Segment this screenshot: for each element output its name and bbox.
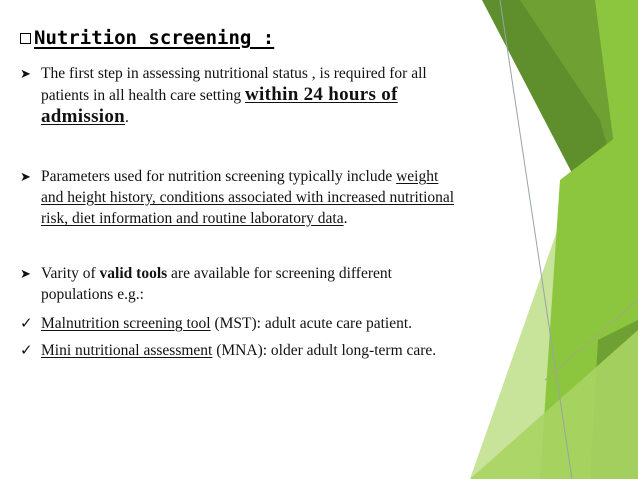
check-item-mna: ✓ Mini nutritional assessment (MNA): older adult long-term care. (20, 340, 436, 362)
paragraph-parameters: ➤ Parameters used for nutrition screening typically include weight and height history, conditions associated with increased nutritional risk, diet information and routine laboratory data. (20, 168, 455, 227)
paragraph-valid-tools: ➤ Varity of valid tools are available for screening different populations e.g.: (20, 265, 392, 303)
square-bullet-icon (20, 33, 31, 44)
arrow-bullet-icon: ➤ (20, 169, 31, 184)
arrow-bullet-icon: ➤ (20, 266, 31, 281)
checkmark-icon: ✓ (20, 343, 33, 359)
slide-title: Nutrition screening : (20, 27, 274, 49)
paragraph-first-step: ➤ The first step in assessing nutritional status , is required for all patients in all health care setting within 24 hours of admission. (20, 65, 427, 127)
arrow-bullet-icon: ➤ (20, 66, 31, 81)
checkmark-icon: ✓ (20, 316, 33, 332)
check-item-mst: ✓ Malnutrition screening tool (MST): adult acute care patient. (20, 313, 412, 335)
